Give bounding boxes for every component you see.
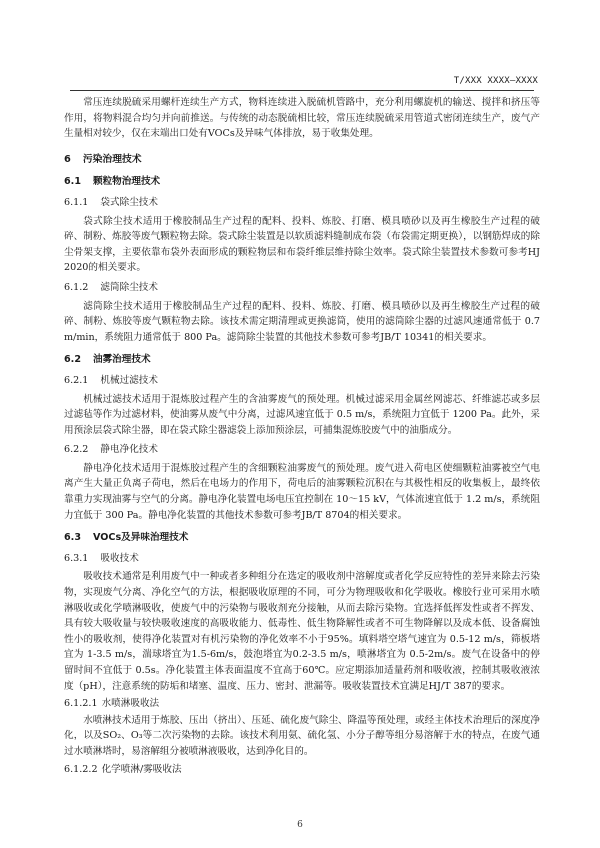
section-title: 颗粒物治理技术 [93,176,161,188]
body-paragraph: 静电净化技术适用于混炼胶过程产生的含细颗粒油雾废气的预处理。废气进入荷电区使细颗粒油雾被空气电离产生大量正负离子荷电，然后在电场力的作用下，荷电后的油雾颗粒沉积在与其极性相反的收集板上，最终依靠重力实现油雾与空气的分离。静电净化装置电场电压宜控制在 10～15 kV，气体流速宜低于 1.2 m/s，系统阻力宜低于 300 Pa。静电净化装置的其他技术参数可参考JB/T 8704的相关要求。 [64,462,540,521]
body-paragraph: 滤筒除尘技术适用于橡胶制品生产过程的配料、投料、炼胶、打磨、模具喷砂以及再生橡胶生产过程的破碎、制粉、炼胶等废气颗粒物去除。该技术需定期清理或更换滤筒，使用的滤筒除尘器的过滤风速通常低于 0.7 m/min，系统阻力通常低于 800 Pa。滤筒除尘装置的其他技术参数可参考JB/T 10341的相关要求。 [64,300,540,343]
page-number: 6 [297,820,303,830]
section-heading-6-3 [64,530,540,546]
section-heading-6-2-2 [64,442,540,458]
header-rule [70,90,534,91]
section-heading-6-1-1 [64,195,540,211]
section-number: 6.1.1 [64,196,89,208]
section-number: 6.2.2 [64,444,89,456]
section-title: 化学喷淋/雾吸收法 [101,763,182,775]
section-number: 6.2 [64,354,81,366]
section-title: 水喷淋吸收法 [101,698,160,710]
section-number: 6.3.1 [64,552,89,564]
section-number: 6.1 [64,176,81,188]
document-body [64,95,540,778]
body-paragraph: 袋式除尘技术适用于橡胶制品生产过程的配料、投料、炼胶、打磨、模具喷砂以及再生橡胶生产过程的破碎、制粉、炼胶等废气颗粒物去除。袋式除尘装置是以软质滤料缝制成布袋（布袋需定期更换），以钢筋焊成的除尘骨架支撑，主要依靠布袋外表面形成的颗粒物层和布袋纤维层维持除尘效率。袋式除尘装置技术参数可参考HJ 2020的相关要求。 [64,215,540,274]
section-title: 袋式除尘技术 [100,196,158,208]
section-number: 6.1.2.2 [64,763,98,775]
section-heading-6-1-2-2 [64,762,540,778]
section-number: 6.3 [64,532,81,544]
section-number: 6.1.2 [64,281,89,293]
section-number: 6.2.1 [64,374,89,386]
section-title: 滤筒除尘技术 [100,281,158,293]
section-title: 油雾治理技术 [93,354,151,366]
body-paragraph: 吸收技术通常是利用废气中一种或者多种组分在选定的吸收剂中溶解度或者化学反应特性的差异来除去污染物，实现废气分离、净化空气的方法，根据吸收原理的不同，可分为物理吸收和化学吸收。橡胶行业可采用水喷淋吸收或化学喷淋吸收，使废气中的污染物与吸收剂充分接触，从而去除污染物。宜选择低挥发性或者不挥发、具有较大吸收量与较快吸收速度的高吸收能力、低毒性、低生物降解性或者不可生物降解以及成本低、设备腐蚀性小的吸收剂，使得净化装置对有机污染物的净化效率不小于95%。填料塔空塔气速宜为 0.5-12 m/s，筛板塔宜为 1-3.5 m/s，湍球塔宜为1.5-6m/s，鼓泡塔宜为0.2-3.5 m/s，喷淋塔宜为 0.5-2m/s。废气在设备中的停留时间不宜低于 0.5s。净化装置主体表面温度不宜高于60℃。应定期添加适量药剂和吸收液，控制其吸收液浓度（pH），注意系统的防垢和堵塞、温度、压力、密封、泄漏等。吸收装置技术宜满足HJ/T 387的要求。 [64,571,540,692]
section-heading-6-3-1 [64,551,540,567]
section-title: 污染治理技术 [82,153,142,165]
section-title: VOCs及异味治理技术 [93,532,189,544]
section-heading-6 [64,152,540,168]
section-title: 静电净化技术 [100,444,158,456]
section-heading-6-1 [64,174,540,190]
section-heading-6-1-2 [64,280,540,296]
section-number: 6 [64,153,71,165]
body-paragraph: 机械过滤技术适用于混炼胶过程产生的含油雾废气的预处理。机械过滤采用金属丝网滤芯、纤维滤芯或多层过滤毡等作为过滤材料，使油雾从废气中分离，过滤风速宜低于 0.5 m/s，系统阻力宜低于 1200 Pa。此外，采用预涂层袋式除尘器，即在袋式除尘器滤袋上添加预涂层，可捕集混炼胶废气中的油脂成分。 [64,393,540,436]
body-paragraph: 水喷淋技术适用于炼胶、压出（挤出）、压延、硫化废气除尘、降温等预处理，或经主体技术治理后的深度净化，以及SO₂、O₃等二次污染物的去除。该技术利用氨、硫化氢、小分子醇等组分易溶解于水的特点，在废气通过水喷淋塔时，易溶解组分被喷淋液吸收，达到净化目的。 [64,714,540,757]
page-header-code: T/XXX XXXX—XXXX [453,76,538,86]
intro-paragraph: 常压连续脱硫采用螺杆连续生产方式，物料连续进入脱硫机管路中，充分利用螺旋机的输送、搅拌和挤压等作用，将物料混合均匀并向前推送。与传统的动态脱硫相比较，常压连续脱硫采用管道式密闭连续生产，废气产生量相对较少，仅在末端出口处有VOCs及异味气体排放，易于收集处理。 [64,97,540,140]
section-number: 6.1.2.1 [64,698,98,710]
section-heading-6-2-1 [64,373,540,389]
section-heading-6-2 [64,352,540,368]
section-title: 吸收技术 [100,552,139,564]
section-title: 机械过滤技术 [100,374,158,386]
section-heading-6-1-2-1 [64,696,540,712]
